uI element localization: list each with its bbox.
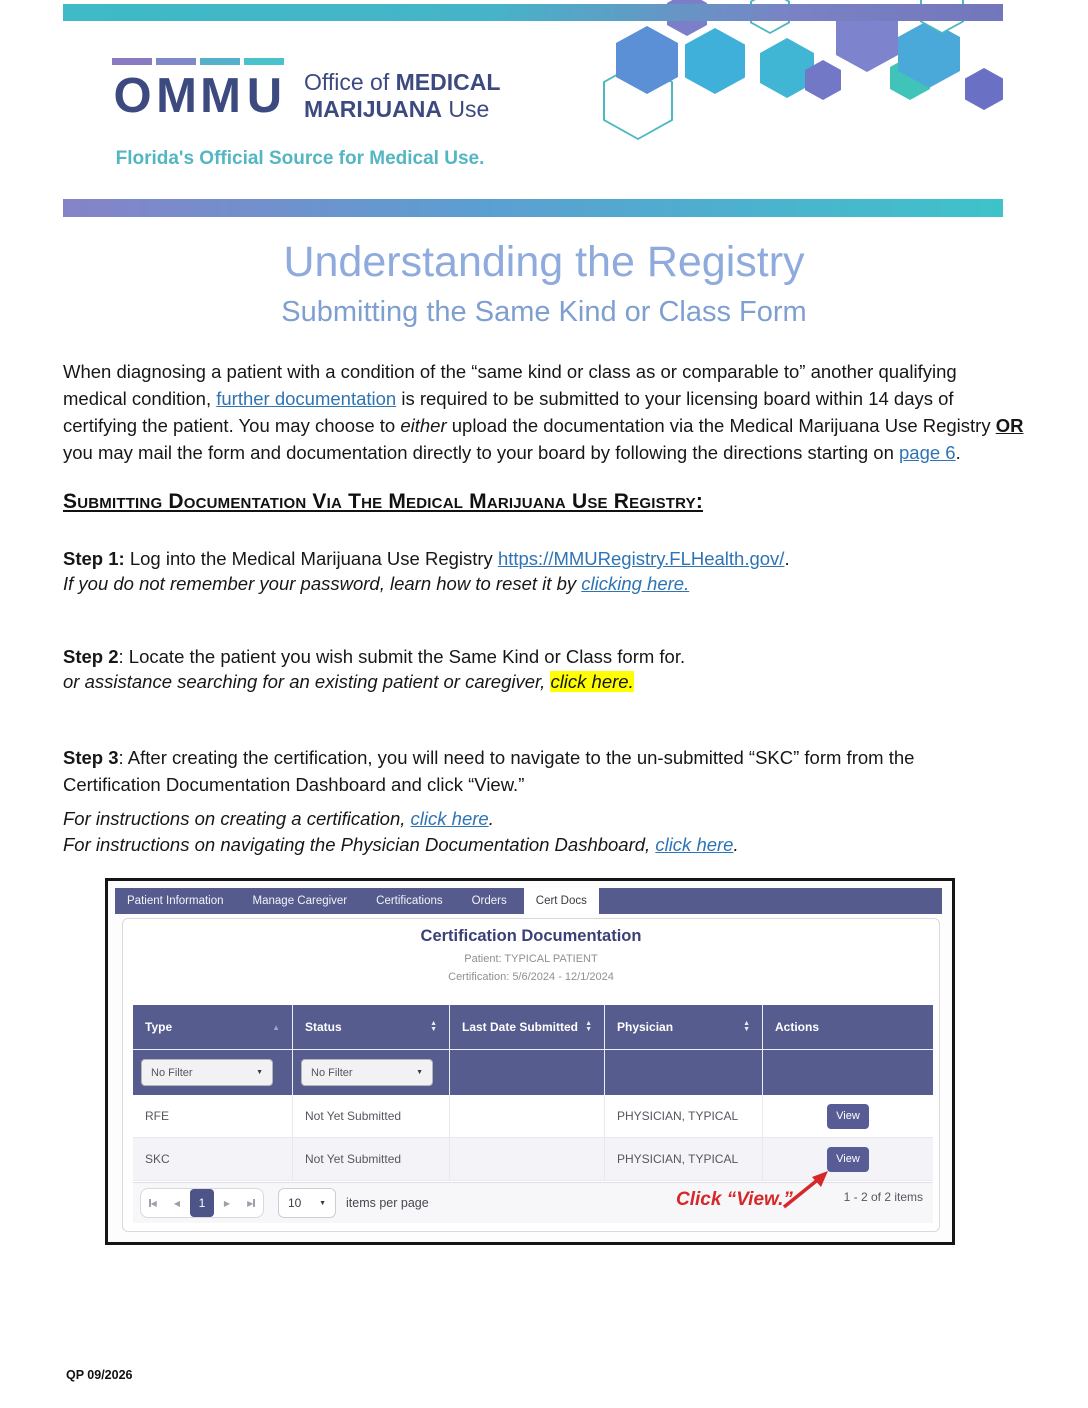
- step-1-text: Log into the Medical Marijuana Use Registry: [124, 548, 498, 569]
- logo-tagline: Florida's Official Source for Medical Use.: [115, 148, 485, 169]
- intro-paragraph: [63, 358, 1025, 466]
- first-page-button[interactable]: ◀: [141, 1189, 165, 1217]
- logo-dash-icon: [156, 58, 196, 65]
- filter-value: No Filter: [151, 1066, 193, 1079]
- note-text: .: [488, 808, 494, 829]
- tab-manage-caregiver[interactable]: Manage Caregiver: [252, 895, 348, 907]
- view-button-rfe[interactable]: View: [827, 1104, 869, 1129]
- page-title: Understanding the Registry: [283, 238, 805, 286]
- step-1: [63, 545, 993, 572]
- step-2-note: [63, 669, 993, 695]
- column-header-last-date-submitted[interactable]: [450, 1005, 605, 1050]
- header-gradient-bar-bottom: [63, 199, 1003, 217]
- page-subtitle: Submitting the Same Kind or Class Form: [281, 296, 807, 328]
- step-2-text: : Locate the patient you wish submit the Same Kind or Class form for.: [118, 646, 686, 667]
- intro-or: OR: [995, 415, 1024, 436]
- next-page-button[interactable]: ▶: [215, 1189, 239, 1217]
- step-1-note-text: If you do not remember your password, learn how to reset it by: [63, 573, 582, 594]
- dashboard-instructions-note: [63, 832, 993, 858]
- search-help-link[interactable]: click here.: [550, 671, 634, 692]
- logo-letter: M: [200, 69, 240, 123]
- logo-dash-icon: [244, 58, 284, 65]
- type-filter-dropdown[interactable]: [141, 1059, 273, 1086]
- intro-text: When diagnosing a patient with a condition of the “same kind or class as or comparable to” another qualifying medical condition,: [63, 361, 957, 409]
- sort-icon[interactable]: ▲ ▼: [430, 1020, 437, 1033]
- step-1-note: [63, 571, 993, 597]
- prev-page-button[interactable]: ◀: [165, 1189, 189, 1217]
- page-size-value: 10: [288, 1196, 302, 1210]
- filter-value: No Filter: [311, 1066, 353, 1079]
- header-gradient-bar-top: [63, 4, 1003, 21]
- cell-physician: PHYSICIAN, TYPICAL: [605, 1138, 763, 1181]
- hexagon-icon: [685, 28, 745, 94]
- page-6-link[interactable]: page 6: [899, 442, 956, 463]
- reset-password-link[interactable]: clicking here.: [581, 573, 690, 594]
- cell-physician: PHYSICIAN, TYPICAL: [605, 1095, 763, 1138]
- logo-dash-icon: [200, 58, 240, 65]
- creating-certification-link[interactable]: click here: [410, 808, 489, 829]
- sort-icon[interactable]: ▲ ▼: [743, 1020, 750, 1033]
- intro-text: upload the documentation via the Medical Marijuana Use Registry: [446, 415, 996, 436]
- logo-dash-icon: [112, 58, 152, 65]
- registry-screenshot-frame: [105, 878, 955, 1245]
- column-label: Type: [145, 1020, 173, 1034]
- note-text: For instructions on navigating the Physician Documentation Dashboard,: [63, 834, 656, 855]
- chevron-down-icon: ▼: [256, 1069, 263, 1076]
- logo-letter: U: [246, 69, 282, 123]
- step-2-note-text: or assistance searching for an existing patient or caregiver,: [63, 671, 551, 692]
- column-header-physician[interactable]: [605, 1005, 763, 1050]
- step-1-text: .: [784, 548, 790, 569]
- cell-status: Not Yet Submitted: [293, 1138, 450, 1181]
- step-3: [63, 744, 975, 798]
- cell-last-date: [450, 1095, 605, 1138]
- click-view-annotation: Click “View.”: [676, 1189, 793, 1210]
- intro-italic: either: [400, 415, 447, 436]
- step-2-label: Step 2: [63, 646, 119, 667]
- column-header-type[interactable]: [133, 1005, 293, 1050]
- document-footer: QP 09/2026: [66, 1368, 133, 1382]
- status-filter-dropdown[interactable]: [301, 1059, 433, 1086]
- ommu-logo: [112, 58, 500, 123]
- ommu-logo-acronym: [112, 58, 284, 121]
- pagination-controls: [140, 1188, 264, 1218]
- table-row-rfe: [133, 1095, 933, 1138]
- cell-status: Not Yet Submitted: [293, 1095, 450, 1138]
- last-page-button[interactable]: ▶: [239, 1189, 263, 1217]
- registry-tab-bar: [115, 888, 942, 914]
- tab-certifications[interactable]: Certifications: [376, 895, 443, 907]
- further-documentation-link[interactable]: further documentation: [216, 388, 397, 409]
- patient-line: Patient: TYPICAL PATIENT: [464, 953, 598, 965]
- intro-text: is required to be submitted to your licensing board within 14 days of certifying the patient. You may choose to: [63, 388, 954, 436]
- step-3-label: Step 3: [63, 747, 119, 768]
- panel-title: Certification Documentation: [420, 927, 642, 945]
- step-3-text: : After creating the certification, you will need to navigate to the un-submitted “SKC” form from the Certification Documentation Dashboard and click “View.”: [63, 747, 915, 795]
- sort-asc-icon[interactable]: ▲: [272, 1022, 280, 1032]
- chevron-down-icon: ▼: [416, 1069, 423, 1076]
- tab-cert-docs[interactable]: Cert Docs: [524, 888, 599, 914]
- column-label: Physician: [617, 1020, 674, 1034]
- certification-line: Certification: 5/6/2024 - 12/1/2024: [448, 971, 614, 983]
- logo-letter: O: [113, 69, 151, 123]
- cell-type: RFE: [133, 1095, 293, 1138]
- intro-text: .: [955, 442, 961, 463]
- note-text: For instructions on creating a certification,: [63, 808, 411, 829]
- column-header-actions: [763, 1005, 933, 1050]
- note-text: .: [733, 834, 739, 855]
- column-header-status[interactable]: [293, 1005, 450, 1050]
- column-label: Status: [305, 1020, 342, 1034]
- logo-wordmark: Office of MEDICAL MARIJUANA Use: [304, 69, 501, 122]
- column-label: Last Date Submitted: [462, 1020, 579, 1034]
- step-2: [63, 643, 993, 670]
- view-button-skc[interactable]: View: [827, 1147, 869, 1172]
- registry-url-link[interactable]: https://MMURegistry.FLHealth.gov/: [497, 548, 785, 569]
- page-1-button[interactable]: 1: [190, 1189, 214, 1217]
- tab-patient-information[interactable]: Patient Information: [127, 895, 224, 907]
- table-header-row: [133, 1005, 933, 1050]
- step-1-label: Step 1:: [63, 548, 125, 569]
- cell-type: SKC: [133, 1138, 293, 1181]
- dashboard-link[interactable]: click here: [655, 834, 734, 855]
- hexagon-icon: [965, 68, 1003, 110]
- cert-docs-table: [133, 1005, 933, 1181]
- certification-instructions-note: [63, 806, 993, 832]
- sort-icon[interactable]: ▲ ▼: [585, 1020, 592, 1033]
- section-heading: Submitting Documentation Via The Medical Marijuana Use Registry:: [63, 490, 704, 513]
- tab-orders[interactable]: Orders: [471, 895, 507, 907]
- logo-letter: M: [156, 69, 196, 123]
- pagination-range-label: 1 - 2 of 2 items: [843, 1190, 923, 1204]
- intro-text: you may mail the form and documentation directly to your board by following the directions starting on: [63, 442, 900, 463]
- column-label: Actions: [775, 1020, 820, 1034]
- items-per-page-label: items per page: [346, 1196, 429, 1210]
- table-filter-row: [133, 1050, 933, 1095]
- chevron-down-icon: ▼: [319, 1199, 326, 1207]
- red-arrow-icon: [776, 1167, 838, 1215]
- cell-last-date: [450, 1138, 605, 1181]
- page-size-dropdown[interactable]: [278, 1188, 336, 1218]
